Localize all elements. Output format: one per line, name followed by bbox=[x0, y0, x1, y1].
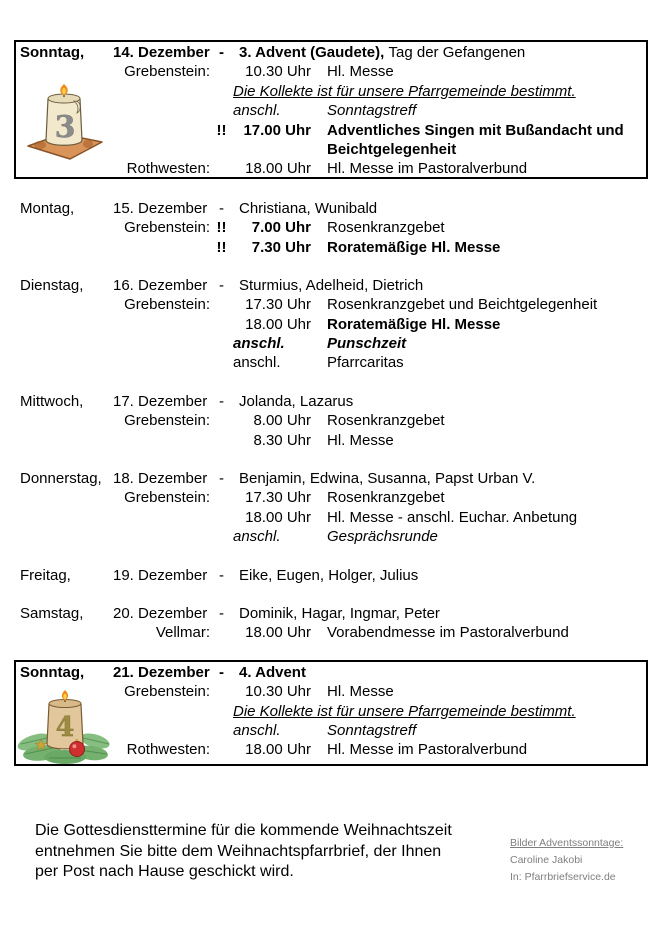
day-label: Dienstag, bbox=[20, 276, 84, 294]
section-montag-15 bbox=[0, 199, 660, 257]
bauble-ornament bbox=[70, 742, 85, 757]
location-label: Grebenstein: bbox=[124, 489, 210, 507]
bauble-highlight bbox=[72, 744, 76, 748]
location-label: Grebenstein: bbox=[124, 683, 210, 701]
day-label: Donnerstag, bbox=[20, 470, 102, 488]
image-credits bbox=[510, 835, 623, 886]
date-label: 17. Dezember bbox=[113, 392, 208, 410]
time-label: 7.00 Uhr bbox=[251, 219, 311, 237]
service-label: Roratemäßige Hl. Messe bbox=[327, 315, 501, 333]
service-row bbox=[0, 411, 660, 430]
service-row bbox=[0, 527, 660, 546]
service-row bbox=[0, 353, 660, 372]
dash-separator: - bbox=[219, 44, 224, 61]
section-samstag-20 bbox=[0, 604, 660, 643]
date-label: 20. Dezember bbox=[113, 604, 208, 622]
anschl-label: anschl. bbox=[233, 102, 281, 120]
dash-separator: - bbox=[219, 392, 224, 410]
anschl-label: anschl. bbox=[233, 354, 281, 372]
time-label: 10.30 Uhr bbox=[245, 63, 311, 81]
credits-title: Bilder Adventssonntage: bbox=[510, 837, 624, 849]
service-label: Punschzeit bbox=[327, 335, 407, 353]
day-title-rest: Tag der Gefangenen bbox=[388, 44, 526, 61]
note-line: Die Gottesdiensttermine für die kommende Weihnachtszeit bbox=[35, 822, 452, 839]
advent-candle-4-image bbox=[13, 690, 118, 768]
time-label: 18.00 Uhr bbox=[245, 315, 311, 333]
time-label: 7.30 Uhr bbox=[251, 238, 311, 256]
date-label: 18. Dezember bbox=[113, 470, 208, 488]
service-row bbox=[0, 62, 660, 81]
anschl-label: anschl. bbox=[233, 528, 281, 546]
service-row bbox=[0, 508, 660, 527]
day-header-row bbox=[0, 392, 660, 411]
time-label: 17.00 Uhr bbox=[243, 121, 311, 139]
service-label: Hl. Messe im Pastoralverbund bbox=[327, 160, 528, 178]
day-header-row bbox=[0, 199, 660, 218]
day-header-row bbox=[0, 566, 660, 585]
flame-core bbox=[62, 88, 66, 94]
day-header-row bbox=[0, 663, 660, 682]
day-title bbox=[233, 663, 650, 682]
anschl-label: anschl. bbox=[233, 721, 281, 739]
service-label: Hl. Messe bbox=[327, 63, 394, 81]
day-title-bold: 4. Advent bbox=[239, 663, 306, 681]
date-label: 19. Dezember bbox=[113, 566, 208, 584]
time-label: 18.00 Uhr bbox=[245, 160, 311, 178]
service-row bbox=[0, 431, 660, 450]
day-header-row bbox=[0, 604, 660, 623]
dash-separator: - bbox=[219, 276, 224, 294]
service-row bbox=[0, 295, 660, 314]
day-title-bold: 3. Advent (Gaudete), bbox=[239, 44, 385, 61]
note-line: per Post nach Hause geschickt wird. bbox=[35, 863, 294, 880]
location-label: Rothwesten: bbox=[126, 160, 210, 178]
section-freitag-19 bbox=[0, 566, 660, 585]
time-label: 17.30 Uhr bbox=[245, 489, 311, 507]
day-label: Sonntag, bbox=[20, 663, 85, 681]
service-label: Adventliches Singen mit Bußandacht und bbox=[327, 121, 624, 139]
location-label: Vellmar: bbox=[155, 624, 210, 642]
names-of-day: Benjamin, Edwina, Susanna, Papst Urban V. bbox=[239, 470, 536, 488]
service-row bbox=[0, 238, 660, 257]
location-label: Grebenstein: bbox=[124, 219, 210, 237]
location-label: Grebenstein: bbox=[124, 412, 210, 430]
section-mittwoch-17 bbox=[0, 392, 660, 450]
dash-separator: - bbox=[219, 199, 224, 217]
service-label: Hl. Messe - anschl. Euchar. Anbetung bbox=[327, 508, 578, 526]
anschl-label: anschl. bbox=[233, 335, 285, 353]
day-label: Samstag, bbox=[20, 604, 84, 622]
service-label: Beichtgelegenheit bbox=[327, 140, 457, 158]
note-line: entnehmen Sie bitte dem Weihnachtspfarrbrief, der Ihnen bbox=[35, 842, 442, 860]
date-label: 15. Dezember bbox=[113, 199, 208, 217]
service-label: Vorabendmesse im Pastoralverbund bbox=[327, 624, 569, 642]
credits-author: Caroline Jakobi bbox=[510, 854, 583, 866]
names-of-day: Eike, Eugen, Holger, Julius bbox=[239, 566, 419, 584]
location-label: Rothwesten: bbox=[126, 741, 210, 759]
flame-core bbox=[63, 694, 66, 699]
dash-separator: - bbox=[219, 663, 224, 681]
time-label: 17.30 Uhr bbox=[245, 296, 311, 314]
exclamation-marker: !! bbox=[216, 219, 227, 237]
day-label: Mittwoch, bbox=[20, 392, 84, 410]
day-title bbox=[233, 43, 650, 62]
day-label: Montag, bbox=[20, 199, 75, 217]
service-row bbox=[0, 488, 660, 507]
dash-separator: - bbox=[219, 566, 224, 584]
candle-number-3: 3 bbox=[54, 110, 76, 145]
dash-separator: - bbox=[219, 604, 224, 622]
candle-number-4: 4 bbox=[55, 712, 75, 743]
credits-source: In: Pfarrbriefservice.de bbox=[510, 871, 616, 883]
exclamation-marker: !! bbox=[216, 238, 227, 256]
exclamation-marker: !! bbox=[216, 121, 227, 139]
service-label: Hl. Messe bbox=[327, 431, 394, 449]
names-of-day: Dominik, Hagar, Ingmar, Peter bbox=[239, 604, 440, 622]
collection-note: Die Kollekte ist für unsere Pfarrgemeinde bestimmt. bbox=[233, 702, 576, 720]
service-label: Sonntagstreff bbox=[327, 102, 417, 120]
service-label: Pfarrcaritas bbox=[327, 354, 404, 372]
collection-note: Die Kollekte ist für unsere Pfarrgemeinde bestimmt. bbox=[233, 82, 576, 100]
dash-separator: - bbox=[219, 470, 224, 488]
location-label: Grebenstein: bbox=[124, 296, 210, 314]
names-of-day: Sturmius, Adelheid, Dietrich bbox=[239, 276, 424, 294]
day-header-row bbox=[0, 276, 660, 295]
service-label: Gesprächsrunde bbox=[327, 528, 438, 546]
service-row bbox=[0, 623, 660, 642]
names-of-day: Christiana, Wunibald bbox=[239, 199, 378, 217]
section-donnerstag-18 bbox=[0, 469, 660, 547]
service-label: Hl. Messe im Pastoralverbund bbox=[327, 741, 528, 759]
service-row bbox=[0, 218, 660, 237]
date-label: 14. Dezember bbox=[113, 44, 210, 61]
wood-knot bbox=[34, 141, 46, 149]
service-label: Roratemäßige Hl. Messe bbox=[327, 238, 501, 256]
time-label: 8.30 Uhr bbox=[253, 431, 311, 449]
service-row bbox=[0, 334, 660, 353]
christmas-schedule-note bbox=[35, 821, 452, 883]
time-label: 10.30 Uhr bbox=[245, 683, 311, 701]
advent-candle-3-image bbox=[24, 84, 106, 166]
time-label: 18.00 Uhr bbox=[245, 624, 311, 642]
wood-knot bbox=[83, 140, 93, 148]
day-label: Sonntag, bbox=[20, 44, 85, 61]
day-header-row bbox=[0, 469, 660, 488]
day-header-row bbox=[0, 43, 660, 62]
location-label: Grebenstein: bbox=[124, 63, 210, 81]
service-label: Hl. Messe bbox=[327, 683, 394, 701]
service-row bbox=[0, 315, 660, 334]
day-label: Freitag, bbox=[20, 566, 71, 584]
time-label: 18.00 Uhr bbox=[245, 508, 311, 526]
date-label: 21. Dezember bbox=[113, 663, 210, 681]
service-label: Rosenkranzgebet bbox=[327, 489, 445, 507]
service-label: Sonntagstreff bbox=[327, 721, 417, 739]
service-label: Rosenkranzgebet und Beichtgelegenheit bbox=[327, 296, 598, 314]
time-label: 8.00 Uhr bbox=[253, 412, 311, 430]
names-of-day: Jolanda, Lazarus bbox=[239, 392, 354, 410]
service-label: Rosenkranzgebet bbox=[327, 412, 445, 430]
date-label: 16. Dezember bbox=[113, 276, 208, 294]
section-dienstag-16 bbox=[0, 276, 660, 373]
time-label: 18.00 Uhr bbox=[245, 741, 311, 759]
service-label: Rosenkranzgebet bbox=[327, 219, 445, 237]
